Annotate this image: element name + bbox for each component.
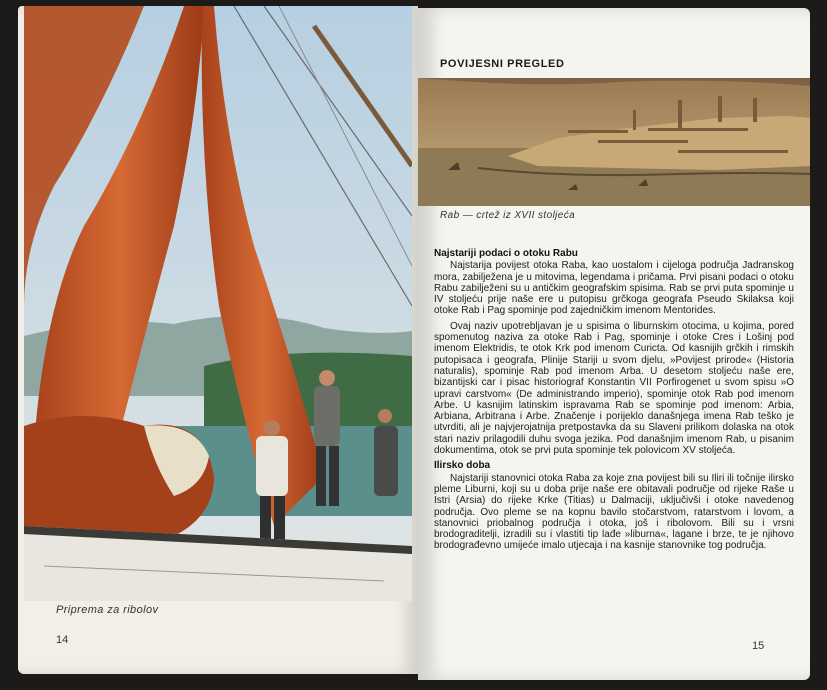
section-heading: Ilirsko doba (434, 460, 491, 472)
page-number-left: 14 (56, 634, 69, 646)
paragraph: Najstariji stanovnici otoka Raba za koje zna povijest bili su Iliri ili točnije ilirsko pleme Liburni, koji su u doba prije naše ere obitavali područje od rijeke Raše u Istri (Arsia) do rijeke Krke (Titias) u Dalmaciji, uključivši i otoke navedenog područja. Ovo pleme se na kopnu bavilo stočarstvom, ratarstvom i lovom, a stanovnici priobalnog područja i otoka, još i ribolovom. Bili su i vrsni brodograditelji, izradili su i vlastiti tip lađe »liburna«, lagane i brze, te je njihovo brodograđevno umijeće imalo utjecaja i na kasnije stanovnike tog područja. (434, 472, 794, 552)
right-page (418, 8, 810, 680)
section-heading: Najstariji podaci o otoku Rabu (434, 248, 578, 259)
page-number-right: 15 (752, 640, 765, 652)
article-body (434, 248, 794, 556)
rab-drawing-image (418, 78, 810, 206)
section-title: POVIJESNI PREGLED (440, 58, 565, 70)
left-page (18, 6, 418, 674)
fishing-nets-photo (24, 6, 412, 601)
paragraph: Najstarija povijest otoka Raba, kao uostalom i cijeloga područja Jadranskog mora, zabilježena je u mitovima, legendama i pričama. Prvi pisani podaci o otoku Rabu zabilježeni su u antičkim geografskim spisima. Rab se prvi puta spominje u IV stoljeću prije naše ere u putopisu grčkoga geografa Pseudo Skilaksa koji otoke Rab i Pag spominje pod zajedničkim imenom Mentorides. (434, 260, 794, 317)
paragraph: Ovaj naziv upotrebljavan je u spisima o liburnskim otocima, u kojima, pored spomenutog naziva za otoke Rab i Pag, spominje i otoke Cres i Lošinj pod imenom Elektridis, te otok Krk pod imenom Curicta. Od kasnijih grčkih i rimskih putopisaca i geografa, Plinije Stariji u svom djelu, »Povijest prirode« (Historia naturalis), spominje Rab pod imenom Arba. U desetom stoljeću naše ere, bizantijski car i pisac historiograf Konstantin VII Porfirogenet u svom spisu »O upravi carstvom« (De administrando imperio), spominje otok Rab pod imenom Arbe. U kasnijim latinskim ispravama Rab se spominje pod imenom: Arbia, Arbiana, Arbitrana i Arbe. Značenje i porijeklo današnjega imena Rab teško je utvrditi, ali je najvjerojatnija pretpostavka da su Slaveni prilikom dolaska na otok stari naziv prilagodili duhu svoga jezika. Pod današnjim imenom Rab, u pisanim dokumentima, otok se prvi puta spominje tek polovicom XV stoljeća. (434, 320, 794, 457)
image-caption: Rab — crtež iz XVII stoljeća (440, 210, 576, 221)
photo-caption: Priprema za ribolov (56, 604, 159, 616)
